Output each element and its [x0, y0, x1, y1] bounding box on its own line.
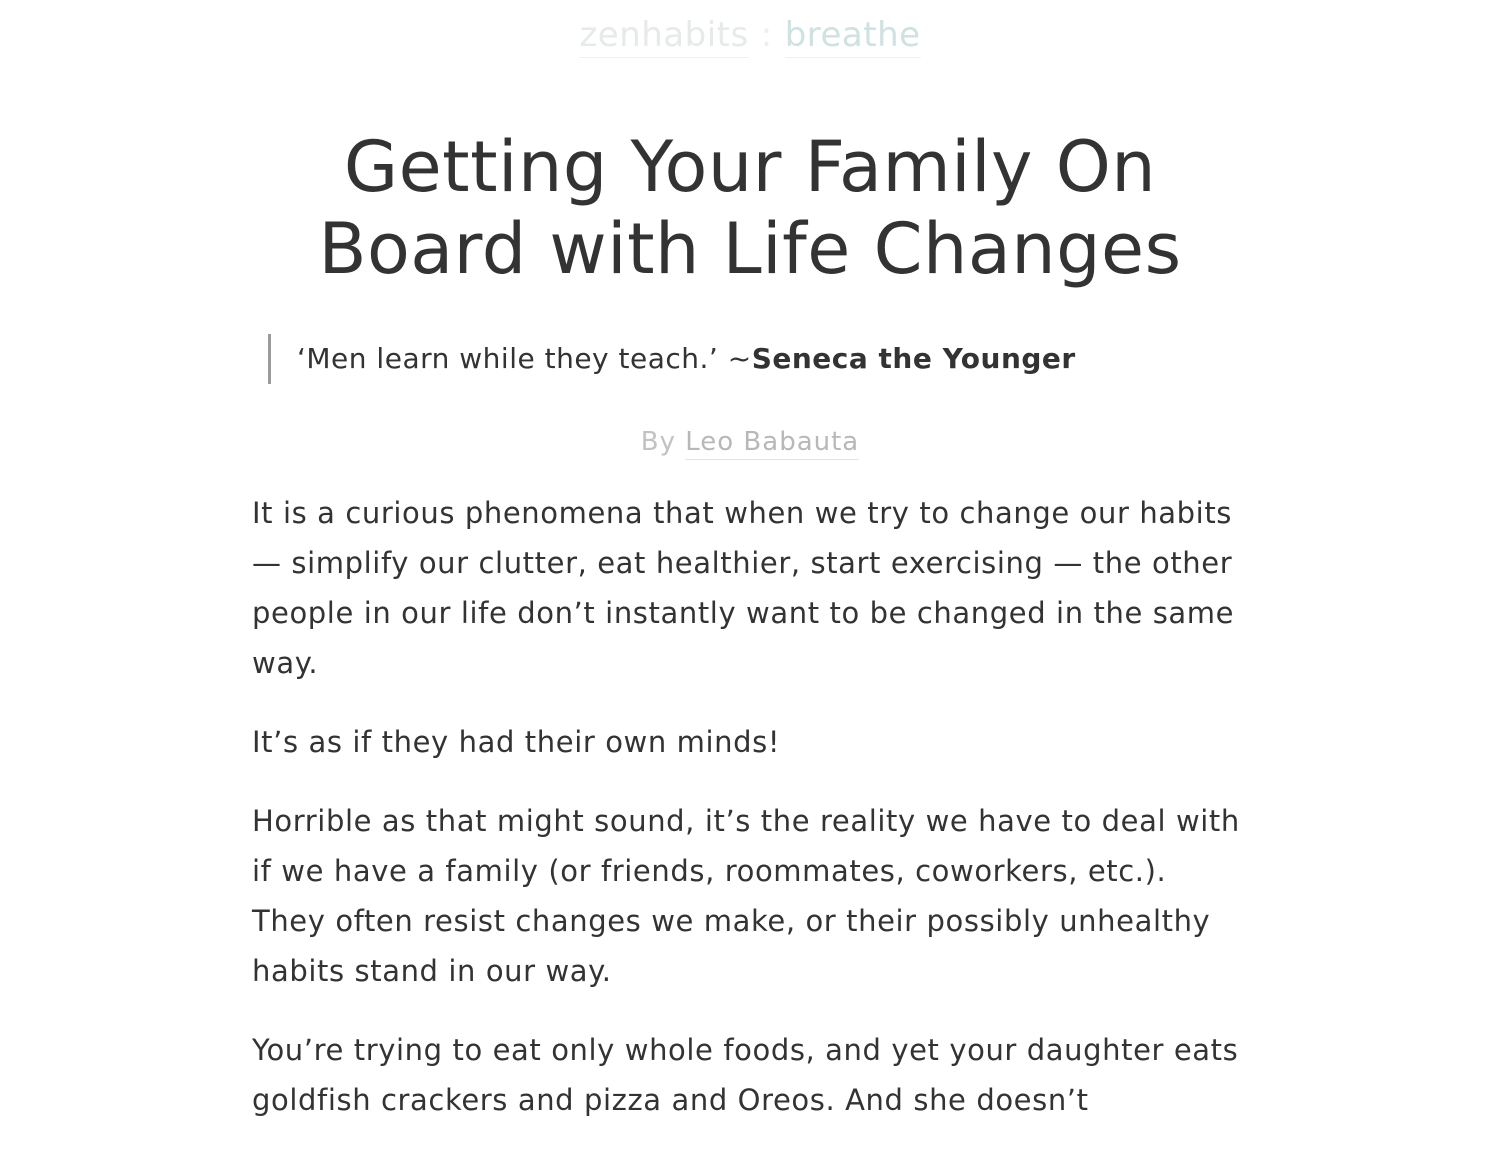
section-link[interactable]: breathe [785, 15, 921, 58]
byline [0, 422, 1500, 462]
byline-prefix: By [640, 427, 676, 457]
site-name-link[interactable]: zenhabits [579, 15, 748, 58]
paragraph-2: It’s as if they had their own minds! [252, 725, 781, 759]
epigraph-quote [268, 334, 1228, 384]
epigraph-text: ‘Men learn while they teach.’ ~ [297, 342, 752, 375]
article-body [252, 488, 1242, 1154]
author-link[interactable]: Leo Babauta [685, 427, 859, 460]
paragraph-4: You’re trying to eat only whole foods, and yet your daughter eats goldfish crackers and pizza and Oreos. And she doesn’t [252, 1033, 1239, 1117]
epigraph-author: Seneca the Younger [751, 342, 1076, 375]
paragraph-3: Horrible as that might sound, it’s the reality we have to deal with if we have a family (or friends, roommates, coworkers, etc.). They often resist changes we make, or their possibly unhealthy habits stand in our way. [252, 804, 1240, 988]
site-header [0, 12, 1500, 58]
article-title: Getting Your Family On Board with Life Changes [318, 126, 1182, 290]
paragraph-1: It is a curious phenomena that when we try to change our habits — simplify our clutter, eat healthier, start exercising — the other people in our life don’t instantly want to be changed in the same way. [252, 496, 1235, 680]
header-separator: : [760, 15, 773, 55]
